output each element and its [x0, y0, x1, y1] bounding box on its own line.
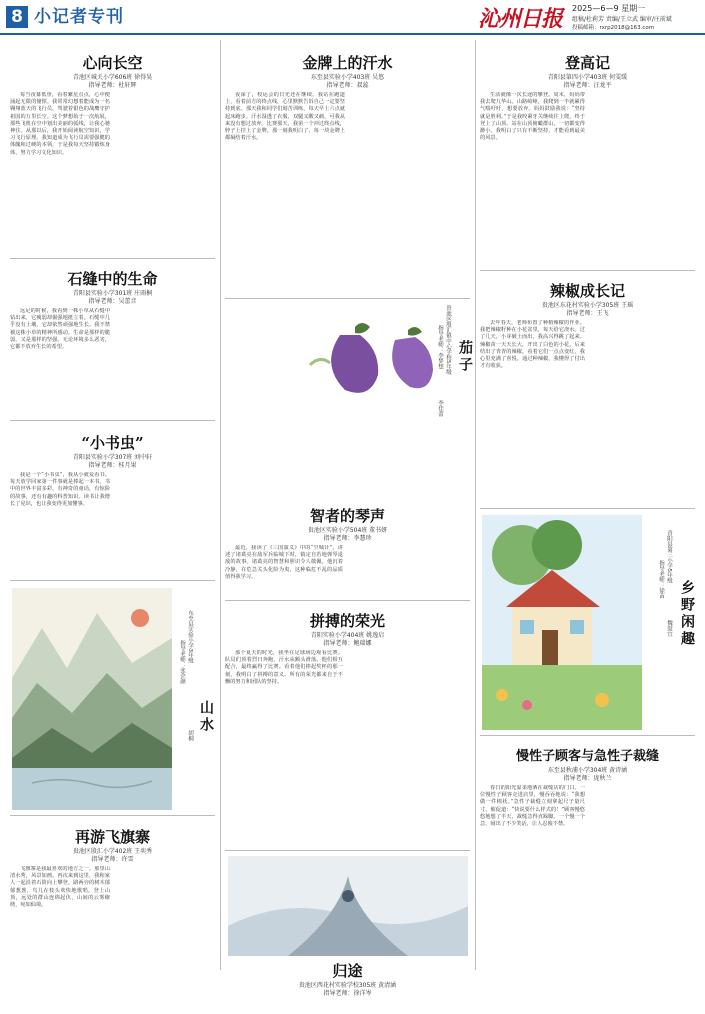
article-teacher: 指导老师：庞秋兰	[563, 775, 612, 782]
page-number: 8	[6, 6, 28, 28]
article-school: 青阳县第四小学403班 何雯缓	[547, 74, 628, 81]
artwork-author: 李佳蕾	[437, 400, 443, 417]
article-body: 那个夏天的时光，我坐在足球场边观看比赛。队员们顶着烈日奔跑，汗水从额头滑落。他们相互配合，最终赢得了比赛。看着他们捧起奖杯的那一刻，我明白了拼搏的意义。所有的荣光都来自于不懈的努力和团队的坚持。	[225, 650, 343, 685]
section-divider	[225, 850, 470, 851]
article-school: 贵池区实验小学504班 董书妍	[307, 527, 388, 534]
artwork-author: 魏鼓宜	[666, 620, 672, 637]
article-teacher: 指导老师：吴蕾音	[88, 298, 137, 305]
section-divider	[480, 270, 695, 271]
article-teacher: 指导老师：徐洋岑	[323, 990, 372, 997]
artwork-title: 乡野闲趣	[679, 580, 695, 648]
article-title: 登高记	[564, 54, 610, 72]
article-title: 心向长空	[82, 54, 143, 72]
column-divider	[220, 40, 221, 970]
article-school: 贵池区西花村实验学校305班 黄清涵	[298, 982, 397, 989]
article-title: 辣椒成长记	[549, 282, 625, 300]
section-divider	[10, 815, 215, 816]
article-school: 贵池区殷汇小学402班 王奕秀	[72, 848, 153, 855]
homecoming-painting	[228, 856, 468, 956]
article-title: 金牌上的汗水	[302, 54, 393, 72]
article-teacher: 指导老师：桂月果	[88, 462, 137, 469]
article-title: 再游飞旗寨	[74, 828, 150, 846]
article-teacher: 指导老师：叔蕊	[326, 82, 369, 89]
article-body-cont	[115, 92, 215, 252]
article-school: 青阳县实验小学307班 刘中轩	[72, 454, 153, 461]
article-body: 生活就像一次长途的攀登。周末，妈妈带我去爬九华山。山路崎岖，我爬到一半就累得气喘吁吁，想要放弃。妈妈鼓励我说：“坚持就是胜利。”于是我咬紧牙关继续往上爬，终于登上了山顶。站在山顶俯瞰群山，一切都变得渺小。我明白了只有不断坚持，才能看到最美的风景。	[480, 92, 585, 142]
article-teacher: 指导老师：鲍瑞娜	[323, 640, 372, 647]
section-divider	[10, 258, 215, 259]
article-body: 飞旗寨是我最喜欢的地方之一。那里山清水秀，风景如画。再次来到这里，我和家人一起沿着石阶向上攀登。路两旁的树木郁郁葱葱，鸟儿在枝头欢快地歌唱。登上山顶，远处的群山连绵起伏，山间的云雾缭绕，宛如仙境。	[10, 866, 110, 909]
article-school: 青阳实验小学404班 姚逸启	[310, 632, 385, 639]
section-title: 小记者专刊	[34, 7, 124, 27]
article-teacher: 指导老师：汪龙平	[563, 82, 612, 89]
article-body: 春日的阳光温柔地洒在裁缝店的门口。一位慢性子顾客走进店里，慢吞吞地说：“我想做一件棉袄。”急性子裁缝立刻拿起尺子量尺寸，催促道：“快说要什么样式的！”顾客慢悠悠地想了半天，裁缝急得直跺脚。一个慢一个急，闹出了不少笑话，让人忍俊不禁。	[480, 785, 585, 828]
article-teacher: 指导老师：杜轩辉	[88, 82, 137, 89]
article-title: 石缝中的生命	[67, 270, 158, 288]
section-divider	[480, 735, 695, 736]
editor-line: 组稿/杜莉芳 责编/王立武 编审/庄前斌	[572, 16, 672, 23]
article-school: 东至县秋浦小学304班 黄诗涵	[547, 767, 628, 774]
artwork-school: 青阳县第三小学5年级	[666, 530, 672, 583]
shanshui-painting	[12, 588, 172, 810]
artwork-title: 茄子	[457, 340, 473, 374]
section-divider	[225, 298, 470, 299]
article-title: 拼搏的荣光	[309, 612, 385, 630]
article-body: 去年春天，老师布置了种植辣椒的作业。我把辣椒籽种在小花盆里，每天给它浇水。过了几天，小芽破土而出，我高兴得跳了起来。辣椒苗一天天长大，开出了白色的小花，后来结出了青青的辣椒。看着它们一点点变红，我心里充满了喜悦。通过种辣椒，我懂得了付出才有收获。	[480, 320, 585, 370]
artwork-school: 东至县实验小学3年级	[187, 610, 193, 663]
article-title: 归途	[332, 962, 363, 980]
article-teacher: 指导老师：许雪	[91, 856, 134, 863]
artwork-author: 胡桐	[187, 730, 193, 741]
artwork-teacher: 指导老师：徐苗	[658, 560, 664, 599]
masthead	[0, 0, 705, 34]
artwork-teacher: 指导老师：张企颜	[179, 640, 185, 684]
article-body: 最近，我读了《三国演义》中的“空城计”，讲述了诸葛亮在敌军兵临城下时，镇定自若地弹琴退敌的故事。诸葛亮的智慧和胆识令人敬佩。他沉着冷静，在危急关头化险为夷，这种临危不乱的品质值得我学习。	[225, 545, 343, 580]
header-rule	[0, 33, 705, 35]
article-title: “小书虫”	[81, 434, 144, 452]
article-body: 夜深了，校运会的日光还在继续。我站在跑道上，看着前方的终点线，心里默默告诉自己一定要坚持到底。那天我和同学们刻苦训练，每天早上六点就起床跑步。汗水湿透了衣服，双腿又酸又痛，可我从来没有想过放弃。比赛那天，我第一个冲过终点线，脖子上挂上了金牌。那一刻我明白了，每一块金牌上都凝结着汗水。	[225, 92, 345, 142]
section-divider	[480, 508, 695, 509]
article-school: 贵池区东花村实验小学305班 王瑶	[541, 302, 634, 309]
submission-email: 投稿邮箱：rxrp2018@163.com	[572, 25, 655, 31]
article-title: 智者的琴声	[309, 507, 385, 525]
article-body: 我是一个“小书虫”，我从小就爱看书。每天放学回家第一件事就是捧起一本书。书中的世界丰富多彩，有神奇的童话，有惊险的故事，还有有趣的科普知识。读书让我增长了见识，也让我变得更加懂事。	[10, 472, 110, 507]
section-divider	[225, 600, 470, 601]
issue-date: 2025—6—9 星期一	[572, 4, 646, 13]
artwork-school: 贵池区殷汇镇中心学校5年级	[445, 305, 451, 375]
countryside-painting	[482, 515, 642, 730]
section-divider	[10, 580, 215, 581]
article-teacher: 指导老师：王飞	[566, 310, 609, 317]
article-school: 青阳县实验小学301班 庄雨桐	[72, 290, 153, 297]
newspaper-logo: 沁州日报	[478, 6, 563, 32]
article-title: 慢性子顾客与急性子裁缝	[515, 749, 659, 764]
article-body: 每当夜幕低垂，看着繁星点点，心中便涌起无限的憧憬。我常常幻想着能成为一名翱翔蓝天的飞行员，驾驶着银色的战鹰守护祖国的万里长空。这个梦想始于一次航展，那些飞机在空中划出美丽的弧线，让我心驰神往。从那以后，我开始阅读航空知识，学习飞行原理。我知道成为飞行员需要强健的体魄和过硬的本领，于是我每天坚持锻炼身体，努力学习文化知识。	[10, 92, 110, 156]
article-school: 东至县实验小学403班 吴悠	[310, 74, 385, 81]
article-school: 青池区城关小学606班 徐得昊	[72, 74, 153, 81]
article-body: 远足的时候，我看到一株小草从石缝中钻出来，它瘦弱却倔强地挺立着。石缝中几乎没有土壤，它却依然顽强地生长。我不禁被这株小草的精神所感动。生命是那样的脆弱，又是那样的坚强。无论环境多么恶劣，它都不放弃生长的希望。	[10, 308, 110, 351]
section-divider	[10, 420, 215, 421]
column-divider	[475, 40, 476, 970]
artwork-teacher: 指导老师：李梦想	[437, 325, 443, 369]
artwork-title: 山水	[198, 700, 214, 734]
article-teacher: 指导老师：李慧珍	[323, 535, 372, 542]
